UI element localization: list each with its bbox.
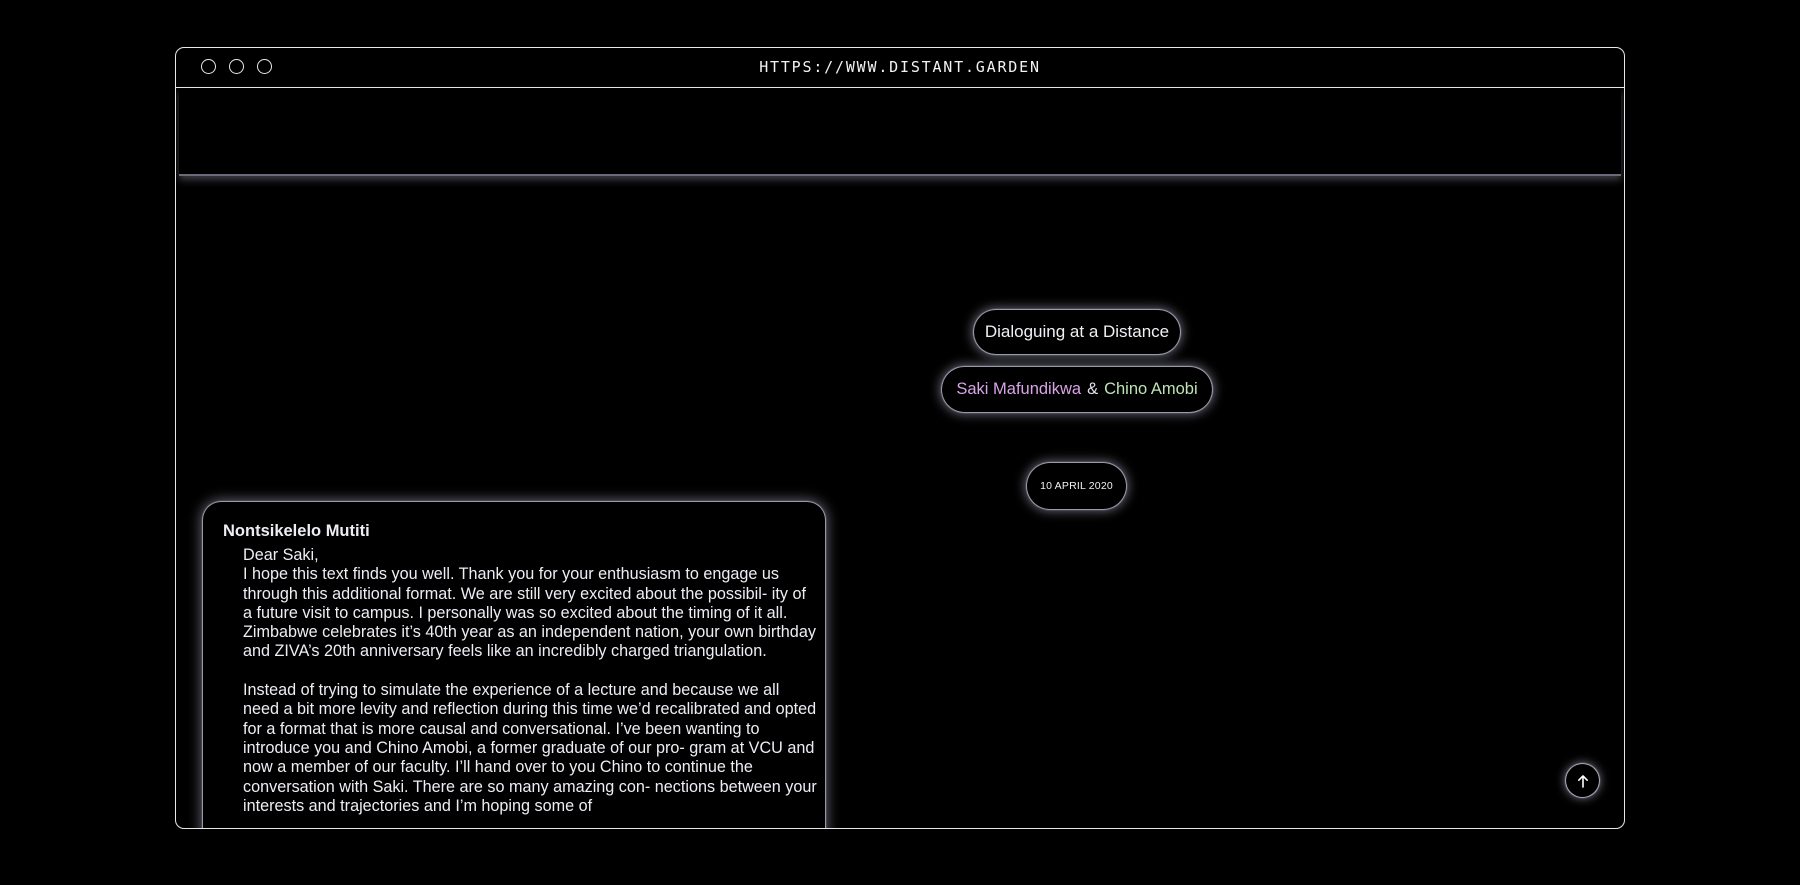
letter-author: Nontsikelelo Mutiti [223,522,370,540]
letter-paragraph: I hope this text finds you well. Thank you for your enthusiasm to engage us through this additional format. We are still very excited about the possibil- ity of a future visit to campus. I personally was so excited about the timing of it all. Zimbabwe celebrates it’s 40th year as an independent nation, your own birthday and ZIVA’s 20th anniversary feels like an incredibly charged triangulation. [243,565,816,661]
participant-chino-link[interactable]: Chino Amobi [1104,380,1198,398]
scroll-top-button[interactable] [1566,764,1599,797]
participant-saki-link[interactable]: Saki Mafundikwa [956,380,1082,398]
participants-pill [942,367,1212,412]
letter-card [203,502,825,829]
nav-bar [179,88,1621,176]
url-text[interactable]: HTTPS://WWW.DISTANT.GARDEN [759,58,1041,76]
page-title: Dialoguing at a Distance [974,310,1180,354]
letter-paragraph: Instead of trying to simulate the experience of a lecture and because we all need a bit more levity and reflection during this time we’d recalibrated and opted for a format that is more causal and conversational. I’ve been wanting to introduce you and Chino Amobi, a former graduate of our pro- gram at VCU and now a member of our faculty. I’ll hand over to you Chino to continue the conversation with Saki. There are so many amazing con- nections between your interests and trajectories and I’m hoping some of [243,681,817,815]
arrow-up-icon [1577,774,1589,788]
title-bar [176,48,1624,88]
browser-window [175,47,1625,829]
letter-body [243,546,818,816]
participants-separator: & [1087,380,1099,398]
date-badge: 10 APRIL 2020 [1027,463,1126,509]
letter-salutation: Dear Saki, [243,546,319,564]
